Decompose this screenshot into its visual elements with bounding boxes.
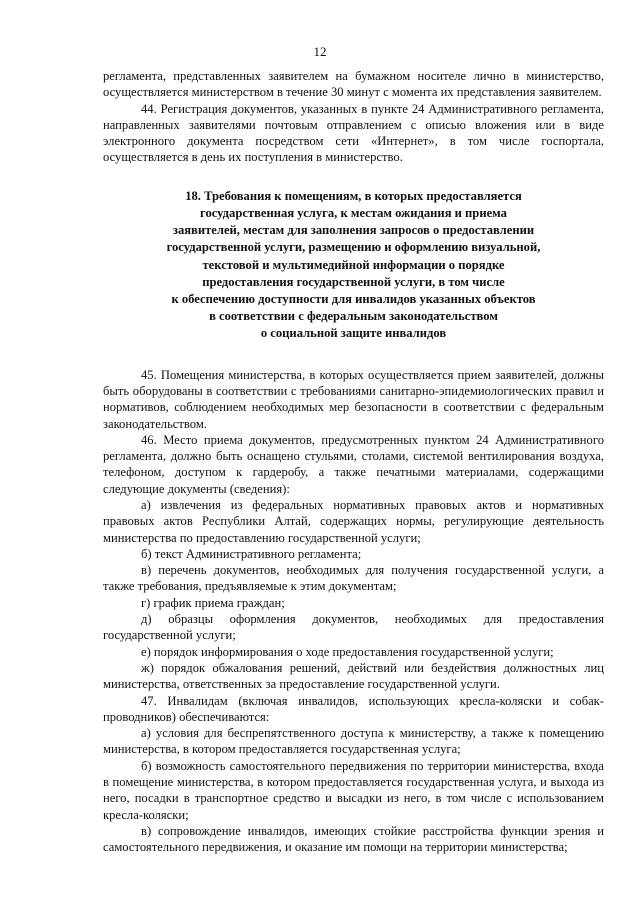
- document-body: [103, 68, 604, 856]
- paragraph-p47b: б) возможность самостоятельного передвижения по территории министерства, входа в помещение министерства, в котором предоставляется государственная услуга, и выхода из него, посадки в транспортное средство и высадки из него, в том числе с использованием кресла-коляски;: [103, 758, 604, 822]
- paragraph-p47v: в) сопровождение инвалидов, имеющих стойкие расстройства функции зрения и самостоятельного передвижения, и оказание им помощи на территории министерства;: [103, 823, 604, 855]
- heading-line: о социальной защите инвалидов: [260, 326, 447, 341]
- page-number: 12: [313, 44, 327, 59]
- heading-line: заявителей, местам для заполнения запросов о предоставлении: [172, 223, 535, 238]
- paragraph-p47: 47. Инвалидам (включая инвалидов, использующих кресла-коляски и собак-проводников) обеспечиваются:: [103, 693, 604, 724]
- heading-line: текстовой и мультимедийной информации о порядке: [202, 257, 505, 272]
- section-heading: [103, 188, 604, 343]
- paragraph-p44: 44. Регистрация документов, указанных в пункте 24 Административного регламента, направленных заявителями почтовым отправлением с описью вложения или в виде электронного документа посредством сети «Интернет», в том числе госпортала, осуществляется в день их поступления в министерство.: [103, 101, 604, 165]
- heading-line: государственной услуги, размещению и оформлению визуальной,: [166, 240, 541, 255]
- paragraphs-before-heading: [103, 68, 604, 166]
- heading-line: предоставления государственной услуги, в том числе: [202, 274, 505, 289]
- paragraph-p46g: г) график приема граждан;: [141, 595, 285, 610]
- paragraph-p46a: а) извлечения из федеральных нормативных правовых актов и нормативных правовых актов Республики Алтай, содержащих нормы, регулирующие деятельность министерства по предоставлению государственной услуги;: [103, 497, 604, 545]
- paragraph-p46b: б) текст Административного регламента;: [141, 546, 362, 561]
- heading-line: государственная услуга, к местам ожидания и приема: [200, 205, 507, 220]
- heading-line: 18. Требования к помещениям, в которых предоставляется: [185, 188, 522, 203]
- paragraph-p46d: д) образцы оформления документов, необходимых для предоставления государственной услуги;: [103, 612, 604, 643]
- paragraph-p46v: в) перечень документов, необходимых для получения государственной услуги, а также требования, предъявляемые к этим документам;: [103, 563, 604, 594]
- heading-line: к обеспечению доступности для инвалидов указанных объектов: [171, 292, 536, 306]
- paragraph-p-cont: регламента, представленных заявителем на бумажном носителе лично в министерство, осуществляется министерством в течение 30 минут с момента их представления заявителем.: [103, 69, 604, 100]
- paragraph-p46: 46. Место приема документов, предусмотренных пунктом 24 Административного регламента, должно быть оснащено стульями, столами, системой вентилирования воздуха, телефоном, доступом к гардеробу, а также печатными материалами, содержащими следующие документы (сведения):: [103, 432, 604, 496]
- paragraph-p46e: е) порядок информирования о ходе предоставления государственной услуги;: [141, 644, 554, 659]
- heading-line: в соответствии с федеральным законодательством: [209, 309, 498, 324]
- paragraph-p45: 45. Помещения министерства, в которых осуществляется прием заявителей, должны быть оборудованы в соответствии с требованиями санитарно-эпидемиологических правил и нормативов, соблюдением необходимых мер безопасности в соответствии с федеральным законодательством.: [103, 367, 604, 431]
- paragraph-p46zh: ж) порядок обжалования решений, действий или бездействия должностных лиц министерства, ответственных за предоставление государственной услуги.: [103, 660, 604, 692]
- paragraph-p47a: а) условия для беспрепятственного доступа к министерству, а также к помещению министерства, в котором предоставляется государственная услуга;: [103, 726, 604, 757]
- paragraphs-after-heading: [103, 367, 604, 856]
